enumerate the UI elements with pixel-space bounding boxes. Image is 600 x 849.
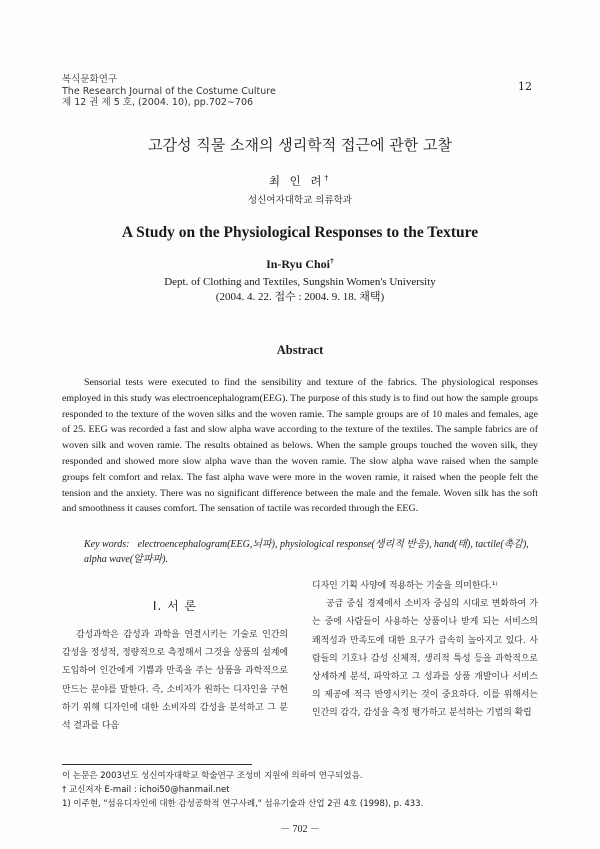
right-column (312, 577, 538, 723)
footnote-rule (62, 764, 252, 765)
title-korean: 고감성 직물 소재의 생리학적 접근에 관한 고찰 (148, 136, 452, 154)
journal-issue: 제 12 권 제 5 호, (2004. 10), pp.702∼706 (62, 97, 254, 108)
affiliation-korean: 성신여자대학교 의류학과 (248, 195, 352, 206)
affiliation-english-block (0, 275, 600, 305)
right-column-continuation: 디자인 기획 사양에 적용하는 기술을 의미한다.¹⁾ (312, 581, 498, 591)
keywords-label: Key words: (84, 539, 130, 550)
page-number-bottom: － 702 － (280, 824, 320, 835)
journal-name-en: The Research Journal of the Costume Culture (62, 85, 276, 97)
author-english (0, 256, 600, 272)
left-column-text: 감성과학은 감성과 과학을 연결시키는 기술로 인간의 감성을 정성적, 정량적으로 측정해서 그것을 상품의 설계에 도입하여 인간에게 기쁨과 만족을 주는 상품을 과학적으로 만드는 분야를 말한다. 즉, 소비자가 원하는 디자인을 구현하기 위해 디자인에 대한 소비자의 감성을 분석하고 그 분석 결과를 다음 (62, 630, 288, 732)
footnote-reference-1: 1) 이주현, "섬유디자인에 대한 감성공학적 연구사례," 섬유기술과 산업 2권 4호 (1998), p. 433. (62, 799, 424, 809)
author-english-mark: † (330, 256, 334, 265)
footnote-funding: 이 논문은 2003년도 성신여자대학교 학술연구 조성비 지원에 의하여 연구되었음. (62, 771, 363, 781)
keywords (84, 538, 540, 567)
title-english: A Study on the Physiological Responses to the Texture (121, 224, 479, 241)
received-accepted-dates: (2004. 4. 22. 접수 : 2004. 9. 18. 채택) (215, 291, 385, 303)
journal-name-ko: 복식문화연구 (62, 74, 118, 85)
right-column-paragraph: 공급 중심 경제에서 소비자 중심의 시대로 변화하여 가는 중에 사람들이 사용하는 상품이나 받게 되는 서비스의 쾌적성과 만족도에 대한 요구가 급속히 높아지고 있다. 사람들의 기호나 감성 신체적, 생리적 특성 등을 과학적으로 상세하게 분석, 파악하고 그 성과를 상품 개발이나 서비스의 제공에 적극 반영시키는 것이 중요하다. 이를 위해서는 인간의 감각, 감성을 측정 평가하고 분석하는 기법의 확립 (312, 599, 538, 719)
page-number-top: 12 (518, 80, 532, 93)
footnote-corresponding-author: † 교신저자 E-mail : ichoi50@hanmail.net (62, 785, 230, 795)
affiliation-english: Dept. of Clothing and Textiles, Sungshin Women's University (164, 276, 436, 288)
abstract-heading: Abstract (276, 343, 324, 357)
author-english-name: In-Ryu Choi (266, 257, 331, 271)
section-heading-introduction: Ⅰ. 서 론 (152, 599, 198, 613)
keywords-text: electroencephalogram(EEG,뇌파), physiological response(생리적 반응), hand(태), tactile(촉감), alpha wave(알파파). (84, 539, 529, 565)
abstract-text: Sensorial tests were executed to find the sensibility and texture of the fabrics. The physiological responses employed in this study was electroencephalogram(EEG). The purpose of this study is to find out how the sample groups responded to the texture of the woven silks and the woven ramie. The sample groups are of 10 males and females, age of 25. EEG was recorded a fast and slow alpha wave according to the texture of the textiles. The sample fabrics are of woven silk and woven ramie. The results obtained as belows. When the sample groups touched the woven silk, they responded and showed more slow alpha wave than the woven ramie. The slow alpha wave raised when the sample groups felt comfort and relax. The fast alpha wave were more in the woven ramie, it raised when the people felt the tension and the anxiety. There was no significant difference between the male and the female. Woven silk has the soft and smoothness it causes comfort. The sensation of tactile was recorded through the EEG. (62, 377, 538, 515)
author-korean-mark: † (324, 173, 332, 183)
journal-header (62, 74, 276, 109)
author-korean-name: 최 인 려 (268, 174, 325, 188)
footnotes (62, 769, 542, 811)
author-korean (0, 173, 600, 189)
